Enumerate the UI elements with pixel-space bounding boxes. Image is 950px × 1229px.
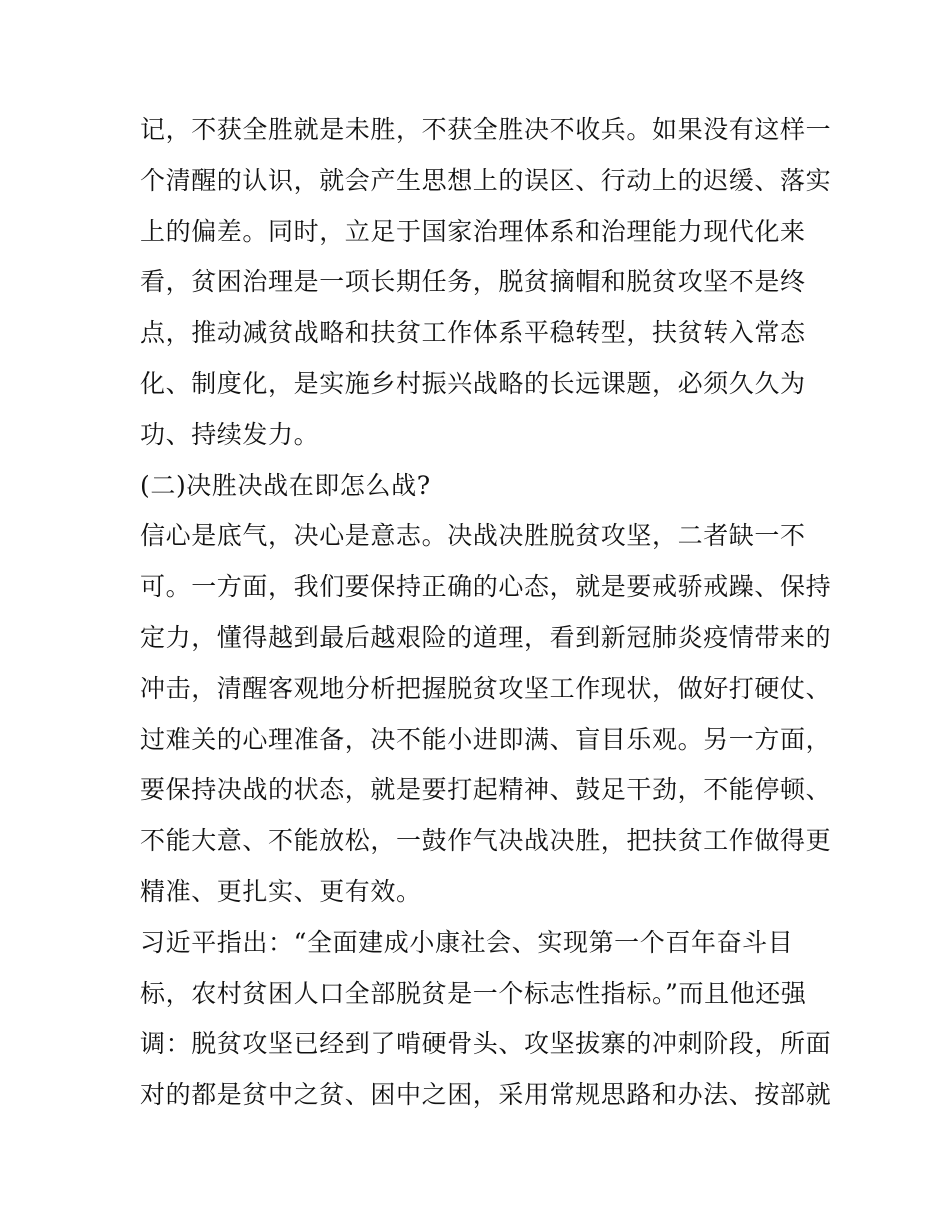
- text-line-1: 记，不获全胜就是未胜，不获全胜决不收兵。如果没有这样一: [140, 115, 832, 144]
- text-line-6: 化、制度化，是实施乡村振兴战略的长远课题，必须久久为: [140, 368, 806, 398]
- text-line-3: 上的偏差。同时，立足于国家治理体系和治理能力现代化来: [140, 216, 806, 246]
- text-line-19: 调：脱贫攻坚已经到了啃硬骨头、攻坚拔寨的冲刺阶段，所面: [140, 1029, 832, 1059]
- text-line-2: 个清醒的认识，就会产生思想上的误区、行动上的迟缓、落实: [140, 165, 832, 195]
- text-line-12: 冲击，清醒客观地分析把握脱贫攻坚工作现状，做好打硬仗、: [140, 673, 832, 703]
- text-line-13: 过难关的心理准备，决不能小进即满、盲目乐观。另一方面，: [140, 724, 832, 754]
- text-line-9: 信心是底气，决心是意志。决战决胜脱贫攻坚，二者缺一不: [140, 521, 806, 551]
- text-line-4: 看，贫困治理是一项长期任务，脱贫摘帽和脱贫攻坚不是终: [140, 267, 806, 297]
- text-line-7: 功、持续发力。: [140, 419, 320, 449]
- text-line-20: 对的都是贫中之贫、困中之困，采用常规思路和办法、按部就: [140, 1080, 832, 1110]
- text-line-14: 要保持决战的状态，就是要打起精神、鼓足干劲，不能停顿、: [140, 775, 832, 805]
- body-text: [140, 105, 832, 1121]
- text-line-15: 不能大意、不能放松，一鼓作气决战决胜，把扶贫工作做得更: [140, 826, 832, 856]
- text-line-11: 定力，懂得越到最后越艰险的道理，看到新冠肺炎疫情带来的: [140, 622, 832, 652]
- section-heading: (二)决胜决战在即怎么战?: [140, 470, 431, 500]
- text-line-17: 习近平指出：“全面建成小康社会、实现第一个百年奋斗目: [140, 927, 794, 957]
- text-line-16: 精准、更扎实、更有效。: [140, 876, 422, 906]
- text-line-18: 标，农村贫困人口全部脱贫是一个标志性指标。”而且他还强: [140, 978, 807, 1008]
- text-line-10: 可。一方面，我们要保持正确的心态，就是要戒骄戒躁、保持: [140, 572, 832, 602]
- text-line-5: 点，推动减贫战略和扶贫工作体系平稳转型，扶贫转入常态: [140, 318, 806, 348]
